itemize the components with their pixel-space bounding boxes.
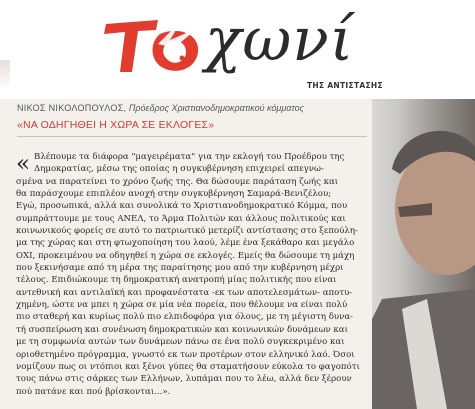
headline-rule xyxy=(17,136,367,137)
body-line: συμπράττουμε με τους ΑΝΕΛ, το Άρμα Πολιτών και άλλους πολιτικούς και xyxy=(16,213,346,224)
body-line: πού πατάνε και πού βρίσκονται...». xyxy=(16,386,171,397)
body-line: που ξεκινήσαμε από τη μέρα της παραίτησης μου από την κυβέρνηση μέχρι xyxy=(16,263,344,274)
body-line: μα της χώρας και στη φτωχοποίηση του λαού, λέμε ένα ξεκάθαρο και μεγάλο xyxy=(16,238,355,249)
article-body xyxy=(16,151,368,398)
article xyxy=(0,99,475,409)
logo-mark-icon xyxy=(98,14,206,80)
body-line: οριοθετημένο πρόγραμμα, γνωστό εκ των προτέρων στον ελληνικό λαό. Όσοι xyxy=(16,349,355,360)
body-line: κοινωνικούς φορείς σε αυτό το πατριωτικό μετερίζι αντίστασης στο ξεπούλη- xyxy=(16,226,358,237)
masthead xyxy=(0,0,475,98)
article-headline: «ΝΑ ΟΔΗΓΗΘΕΙ Η ΧΩΡΑ ΣΕ ΕΚΛΟΓΕΣ» xyxy=(17,119,215,131)
body-line: Βλέπουμε τα διάφορα "μαγειρέματα" για την εκλογή του Προέδρου της xyxy=(34,152,345,162)
body-line: τους πάνω στις σάρκες των Ελλήνων, λυπάμαι που το λέω, αλλά δεν ξέρουν xyxy=(16,374,352,385)
open-quote-mark: « xyxy=(16,151,31,177)
author-photo xyxy=(372,99,475,409)
body-line: σμένα να παρατείνει το χρόνο ζωής της. Θα δώσουμε παράταση ζωής και xyxy=(16,176,339,187)
body-line: τέλους. Επιδιώκουμε τη δημοκρατική ανατροπή μίας πολιτικής που είναι xyxy=(16,275,337,286)
portrait-illustration xyxy=(372,99,475,409)
byline xyxy=(17,103,304,113)
body-line: χημένη, ώστε να μπει η χώρα σε μία νέα πορεία, που θέλουμε να είναι πολύ xyxy=(16,300,348,311)
body-line: πιο σταθερή και κυρίως πολύ πιο ελπιδοφόρα για όλους, με τη μέγιστη δυνα- xyxy=(16,312,354,323)
author-role: Πρόεδρος Χριστιανοδημοκρατικού κόμματος xyxy=(128,103,305,113)
masthead-title: χωνί xyxy=(205,5,355,75)
body-line: Εγώ, προσωπικά, αλλά και συνολικά το Χριστιανοδημοκρατικό Κόμμα, που xyxy=(16,201,348,212)
body-line: τή συσπείρωση και συνένωση δημοκρατικών και κοινωνικών δυνάμεων και xyxy=(16,324,348,335)
body-line: ΟΧΙ, προκειμένου να οδηγηθεί η χώρα σε εκλογές. Εμείς θα δώσουμε τη μάχη xyxy=(16,250,355,261)
edge-bleed xyxy=(0,60,10,90)
author-name: ΝΙΚΟΣ ΝΙΚΟΛΟΠΟΥΛΟΣ, xyxy=(17,103,127,113)
masthead-subtitle: ΤΗΣ ΑΝΤΙΣΤΑΣΗΣ xyxy=(307,81,383,90)
body-line: θα παράσχουμε επιπλέον ανοχή στην συγκυβέρνηση Σαμαρά-Βενιζέλου; xyxy=(16,189,332,200)
body-line: Δημοκρατίας, μέσω της οποίας η συγκυβέρνηση επιχειρεί απεγνω- xyxy=(34,164,324,175)
body-line: αντεθνική και αντιλαϊκή και προφανέστατα -εκ των αποτελεσμάτων- αποτυ- xyxy=(16,287,353,298)
body-line: νομίζουν πως οι ντόπιοι και ξένοι γύπες θα σταματήσουν εύκολα το φαγοπότι xyxy=(16,361,360,372)
body-line: με τη συμφωνία αυτών των δυνάμεων πάνω σε ένα πολύ συγκεκριμένο και xyxy=(16,337,345,348)
